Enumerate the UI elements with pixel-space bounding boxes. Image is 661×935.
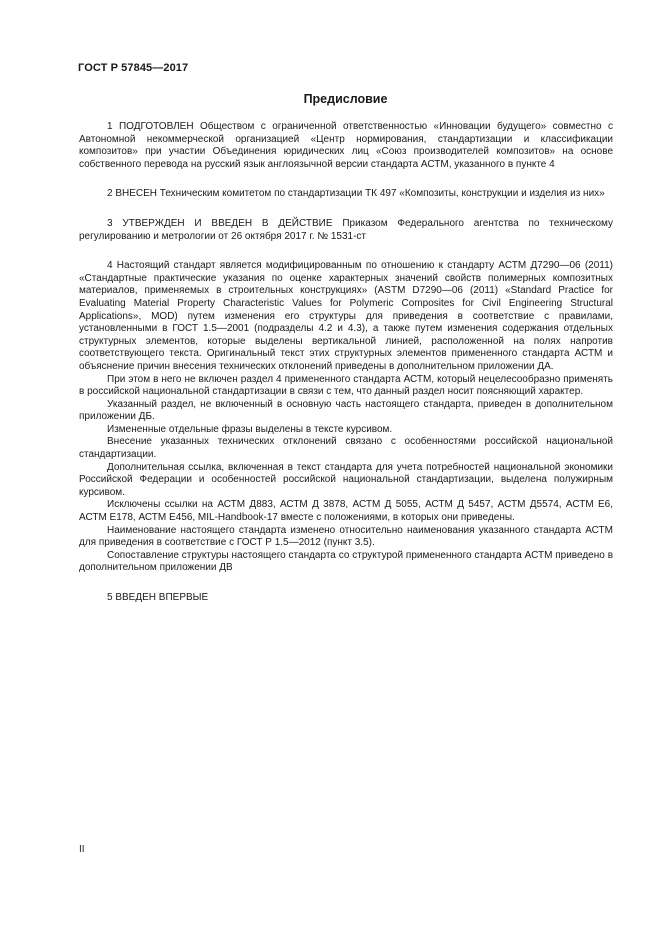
page-number: II [79,844,85,855]
foreword-body [79,121,613,605]
paragraph-item-2: 2 ВНЕСЕН Техническим комитетом по стандартизации ТК 497 «Композиты, конструкции и изделия из них» [107,188,605,200]
page-title: Предисловие [303,92,388,106]
paragraph-item-5: 5 ВВЕДЕН ВПЕРВЫЕ [107,592,209,603]
paragraph-note-additional-ref: Дополнительная ссылка, включенная в текст стандарта для учета потребностей национальной экономики Российской Федерации и особенностей российской национальной стандартизации, выделена полужирным курсивом. [79,461,613,498]
paragraph-note-exclusion: При этом в него не включен раздел 4 примененного стандарта АСТМ, который нецелесообразно применять в российской национальной стандартизации в связи с тем, что данный раздел носит поясняющий характер. [79,373,613,398]
paragraph-note-appendix-db: Указанный раздел, не включенный в основную часть настоящего стандарта, приведен в дополнительном приложении ДБ. [79,398,613,423]
paragraph-item-3: 3 УТВЕРЖДЕН И ВВЕДЕН В ДЕЙСТВИЕ Приказом Федерального агентства по техническому регулированию и метрологии от 26 октября 2017 г. № 1531-ст [79,217,613,242]
standard-code-header: ГОСТ Р 57845—2017 [78,62,189,74]
paragraph-note-italics: Измененные отдельные фразы выделены в тексте курсивом. [107,423,393,435]
paragraph-note-title-change: Наименование настоящего стандарта изменено относительно наименования указанного стандарта АСТМ для приведения в соответствие с ГОСТ Р 1.5—2012 (пункт 3.5). [79,524,613,549]
paragraph-item-4: 4 Настоящий стандарт является модифицированным по отношению к стандарту АСТМ Д7290—06 (2011) «Стандартные практические указания по оценке характерных значений свойств полимерных композитных материалов, применяемых в строительных конструкциях» (ASTM D7290—06 (2011) «Standard Practice for Evaluating Material Property Characteristic Values for Polymeric Composites for Civil Engineering Structural Applications», MOD) путем изменения его структуры для приведения в соответствие с правилами, установленными в ГОСТ 1.5—2001 (подразделы 4.2 и 4.3), а также путем изменения содержания отдельных структурных элементов, которые выделены вертикальной линией, расположенной на полях напротив соответствующего текста. Оригинальный текст этих структурных элементов примененного стандарта АСТМ и объяснение причин внесения технических отклонений приведены в дополнительном приложении ДА. [79,260,613,372]
paragraph-note-structure: Сопоставление структуры настоящего стандарта со структурой примененного стандарта АСТМ приведено в дополнительном приложении ДВ [79,549,613,574]
paragraph-note-deviations: Внесение указанных технических отклонений связано с особенностями российской национальной стандартизации. [79,436,613,461]
paragraph-item-1: 1 ПОДГОТОВЛЕН Обществом с ограниченной ответственностью «Инновации будущего» совместно с Автономной некоммерческой организацией «Центр нормирования, стандартизации и классификации композитов» при участии Объединения юридических лиц «Союз производителей композитов» на основе собственного перевода на русский язык англоязычной версии стандарта АСТМ, указанного в пункте 4 [79,121,613,170]
paragraph-note-excluded-refs: Исключены ссылки на АСТМ Д883, АСТМ Д 3878, АСТМ Д 5055, АСТМ Д 5457, АСТМ Д5574, АСТМ Е6, АСТМ Е178, АСТМ Е456, MIL-Handbook-17 вместе с положениями, в которых они приведены. [79,499,613,524]
